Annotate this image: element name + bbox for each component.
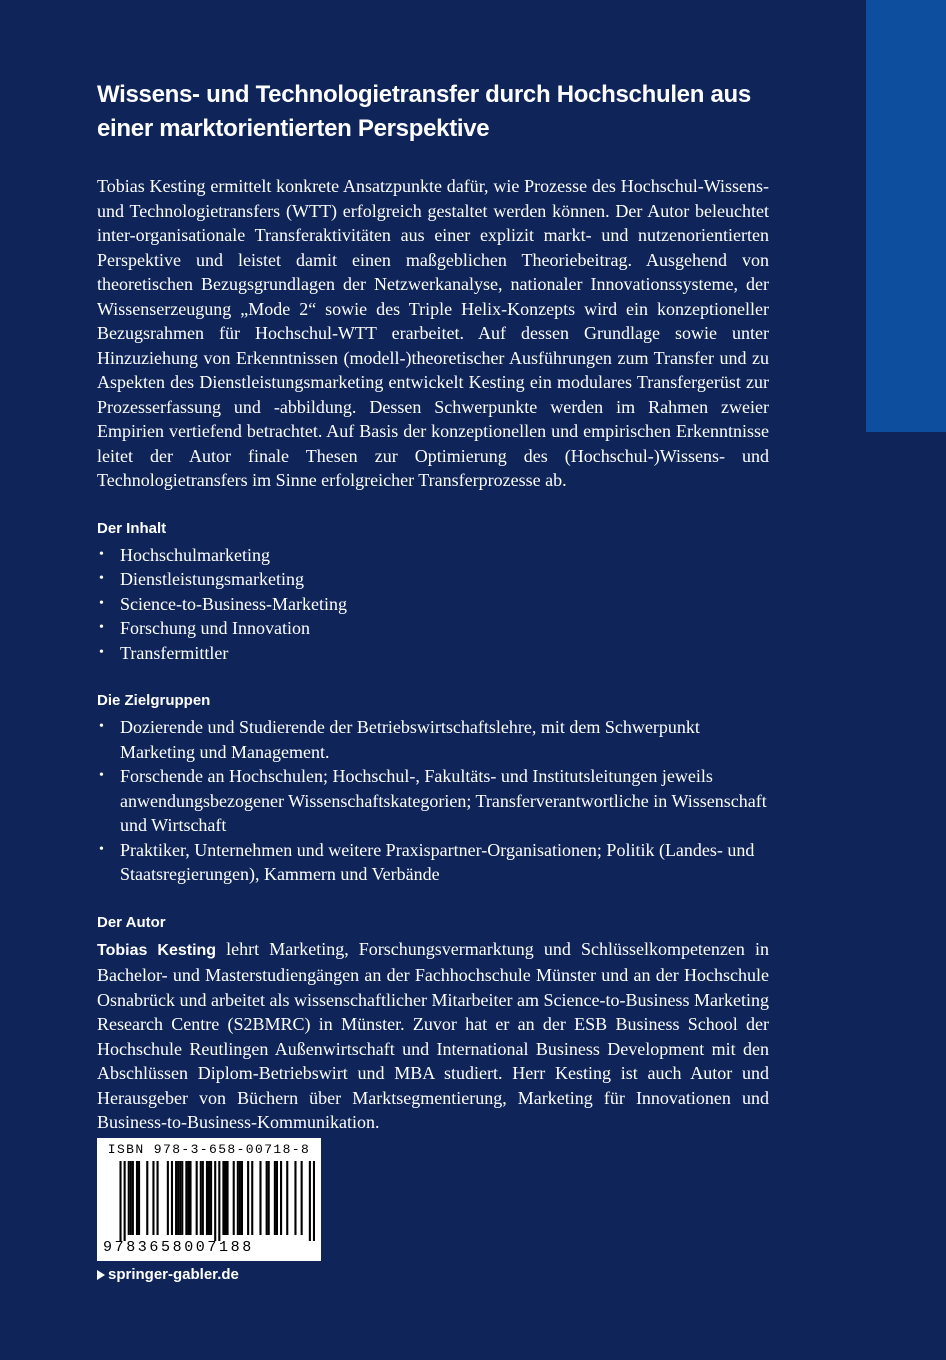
barcode-bar — [241, 1161, 243, 1235]
barcode-bar — [309, 1161, 311, 1241]
barcode-bar — [276, 1161, 278, 1235]
list-item: • Transfermittler — [97, 641, 769, 666]
barcode-bar — [239, 1161, 241, 1235]
barcode-bar — [119, 1161, 121, 1241]
barcode-bar — [268, 1161, 270, 1235]
list-item: • Dienstleistungsmarketing — [97, 567, 769, 592]
autor-heading: Der Autor — [97, 913, 166, 931]
list-item: • Forschende an Hochschulen; Hochschul-, Fakultäts- und Institutsleitungen jeweils anwendungsbezogener Wissenschaftskategorien; Transferverantwortliche in Wissenschaft und Wirtschaft — [97, 764, 769, 838]
barcode-bar — [179, 1161, 181, 1235]
book-title: Wissens- und Technologietransfer durch Hochschulen aus einer marktorientierten Perspektive — [97, 81, 751, 142]
website-label: springer-gabler.de — [108, 1266, 239, 1283]
barcode-bar — [138, 1161, 140, 1235]
barcode-bar — [301, 1161, 303, 1235]
barcode-bars — [103, 1161, 315, 1241]
barcode-bar — [206, 1161, 208, 1235]
barcode-bar — [152, 1161, 154, 1235]
author-bio — [97, 937, 769, 1135]
back-cover-content — [97, 78, 769, 1135]
barcode-bar — [224, 1161, 226, 1235]
barcode-bar — [251, 1161, 253, 1235]
barcode-bar — [237, 1161, 239, 1235]
book-description: Tobias Kesting ermittelt konkrete Ansatzpunkte dafür, wie Prozesse des Hochschul-Wissens- und Technologietransfers (WTT) erfolgreich gestaltet werden können. Der Autor beleuchtet inter-organisationale Transferaktivitäten aus einer explizit markt- und nutzenorientierten Perspektive und leistet damit einen maßgeblichen Theoriebeitrag. Ausgehend von theoretischen Bezugsgrundlagen der Netzwerkanalyse, nationaler Innovationssysteme, der Wissenserzeugung „Mode 2“ sowie des Triple Helix-Konzepts wird ein konzeptioneller Bezugsrahmen für Hochschul-WTT erarbeitet. Auf dessen Grundlage sowie unter Hinzuziehung von Erkenntnissen (modell-)theoretischer Ausführungen zum Transfer und zu Aspekten des Dienstleistungsmarketing entwickelt Kesting ein modulares Transfergerüst zur Prozesserfassung und -abbildung. Dessen Schwerpunkte werden im Rahmen zweier Empirien vertiefend betrachtet. Auf Basis der konzeptionellen und empirischen Erkenntnisse leitet der Autor finale Thesen zur Optimierung des (Hochschul-)Wissens- und Technologietransfers im Sinne erfolgreicher Transferprozesse ab. — [97, 176, 769, 490]
zielgruppen-heading: Die Zielgruppen — [97, 692, 211, 709]
author-name: Tobias Kesting — [97, 941, 217, 959]
barcode-bar — [185, 1161, 187, 1235]
barcode-bar — [214, 1161, 216, 1241]
barcode-bar — [136, 1161, 138, 1235]
barcode-bar — [294, 1161, 296, 1235]
barcode-bar — [177, 1161, 179, 1235]
barcode-bar — [226, 1161, 228, 1235]
barcode-bar — [202, 1161, 204, 1235]
barcode-bar — [286, 1161, 288, 1235]
barcode-bar — [266, 1161, 268, 1235]
barcode-bar — [280, 1161, 282, 1235]
barcode-digits: 9783658007188 — [103, 1239, 254, 1256]
barcode-bar — [189, 1161, 191, 1235]
arrow-right-icon — [97, 1270, 105, 1280]
barcode-bar — [187, 1161, 189, 1235]
barcode-bar — [247, 1161, 249, 1235]
list-item: • Forschung und Innovation — [97, 616, 769, 641]
barcode-bar — [130, 1161, 132, 1235]
barcode-bar — [128, 1161, 130, 1235]
barcode-bar — [274, 1161, 276, 1235]
barcode-bar — [167, 1161, 169, 1235]
barcode-bar — [218, 1161, 220, 1241]
barcode-bar — [208, 1161, 210, 1235]
list-item: • Hochschulmarketing — [97, 543, 769, 568]
accent-band — [866, 0, 946, 432]
barcode-bar — [210, 1161, 212, 1235]
inhalt-list — [97, 543, 769, 666]
list-item: • Praktiker, Unternehmen und weitere Praxispartner-Organisationen; Politik (Landes- und Staatsregierungen), Kammern und Verbände — [97, 838, 769, 887]
list-item: • Dozierende und Studierende der Betriebswirtschaftslehre, mit dem Schwerpunkt Marketing und Management. — [97, 715, 769, 764]
isbn-label: ISBN 978-3-658-00718-8 — [107, 1142, 311, 1157]
inhalt-heading: Der Inhalt — [97, 519, 167, 537]
barcode-bar — [146, 1161, 148, 1235]
barcode-bar — [132, 1161, 134, 1235]
barcode-bar — [259, 1161, 261, 1235]
barcode-bar — [181, 1161, 183, 1235]
barcode-bar — [157, 1161, 159, 1235]
barcode-bar — [196, 1161, 198, 1235]
barcode-bar — [200, 1161, 202, 1235]
isbn-barcode — [97, 1138, 321, 1261]
author-bio-text: lehrt Marketing, Forschungsvermarktung und Schlüsselkompetenzen in Bachelor- und Masterstudiengängen an der Fachhochschule Münster und an der Hochschule Osnabrück und arbeitet als wissenschaftlicher Mitarbeiter am Science-to-Business Marketing Research Centre (S2BMRC) in Münster. Zuvor hat er an der ESB Business School der Hochschule Reutlingen Außenwirtschaft und International Business Development mit den Abschlüssen Diplom-Betriebswirt und MBA studiert. Herr Kesting ist auch Autor und Herausgeber von Büchern über Marktsegmentierung, Marketing für Innovationen und Business-to-Business-Kommunikation. — [97, 938, 769, 1132]
barcode-bar — [171, 1161, 173, 1235]
barcode-bar — [313, 1161, 315, 1241]
barcode-bar — [124, 1161, 126, 1241]
barcode-bar — [175, 1161, 177, 1235]
zielgruppen-list — [97, 715, 769, 887]
barcode-bar — [233, 1161, 235, 1235]
list-item: • Science-to-Business-Marketing — [97, 592, 769, 617]
publisher-website[interactable] — [97, 1266, 239, 1283]
barcode-bar — [222, 1161, 224, 1235]
